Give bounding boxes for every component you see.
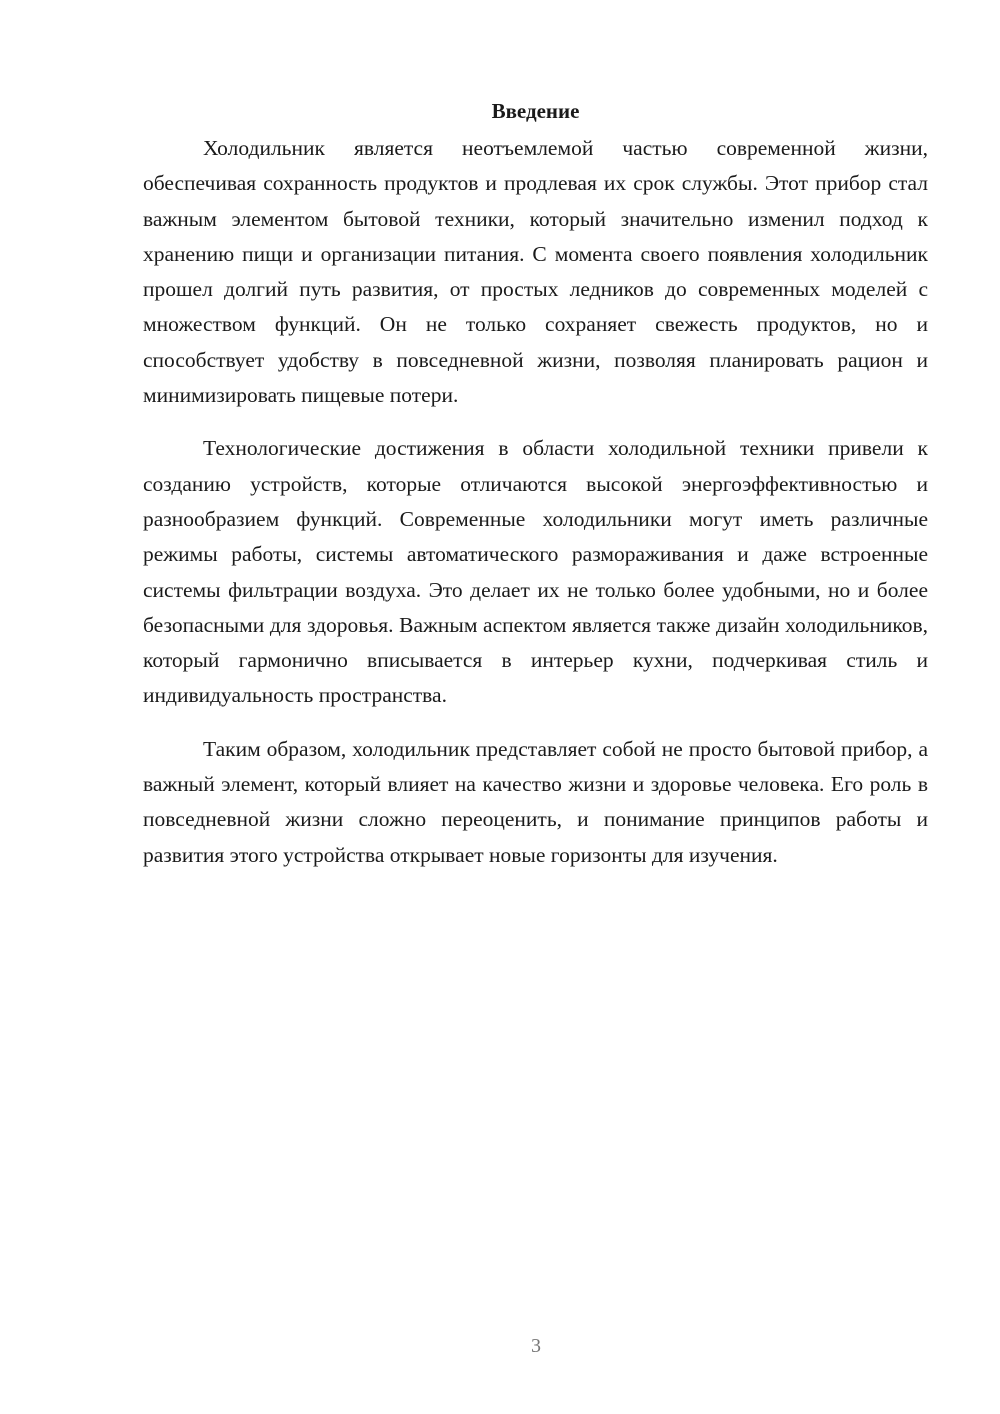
paragraph-2: Технологические достижения в области холодильной техники привели к созданию устройств, которые отличаются высокой энергоэффективностью и разнообразием функций. Современные холодильники могут иметь различные режимы работы, системы автоматического размораживания и даже встроенные системы фильтрации воздуха. Это делает их не только более удобными, но и более безопасными для здоровья. Важным аспектом является также дизайн холодильников, который гармонично вписывается в интерьер кухни, подчеркивая стиль и индивидуальность пространства. xyxy=(143,436,928,708)
page-number: 3 xyxy=(531,1335,541,1357)
section-heading: Введение xyxy=(491,99,580,123)
paragraph-1: Холодильник является неотъемлемой частью современной жизни, обеспечивая сохранность продуктов и продлевая их срок службы. Этот прибор стал важным элементом бытовой техники, который значительно изменил подход к хранению пищи и организации питания. С момента своего появления холодильник прошел долгий путь развития, от простых ледников до современных моделей с множеством функций. Он не только сохраняет свежесть продуктов, но и способствует удобству в повседневной жизни, позволяя планировать рацион и минимизировать пищевые потери. xyxy=(143,136,928,408)
page-body xyxy=(143,95,928,891)
paragraph-3: Таким образом, холодильник представляет собой не просто бытовой прибор, а важный элемент, который влияет на качество жизни и здоровье человека. Его роль в повседневной жизни сложно переоценить, и понимание принципов работы и развития этого устройства открывает новые горизонты для изучения. xyxy=(143,736,928,867)
